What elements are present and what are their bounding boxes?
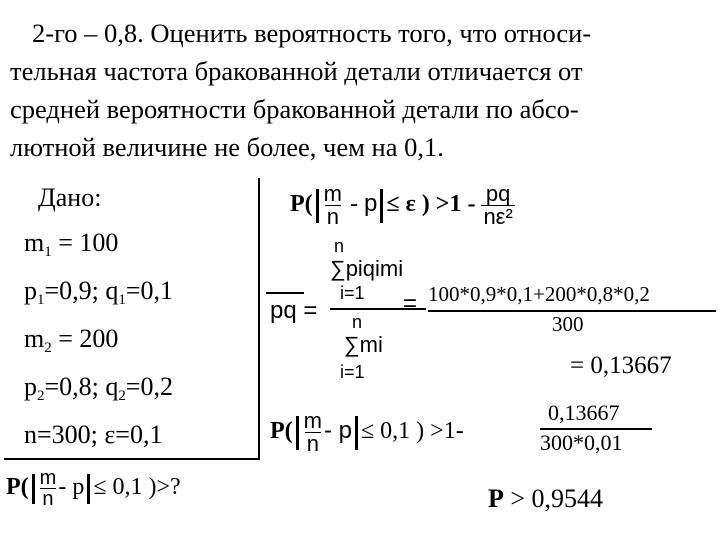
p2-sub: 2 — [37, 388, 45, 404]
formula3-num: 0,13667 — [548, 400, 620, 425]
question-P: P( — [6, 474, 29, 501]
formula3-den: 300*0,01 — [540, 430, 623, 455]
given-vertical-divider — [258, 178, 260, 460]
q2-sub: 2 — [118, 388, 126, 404]
sum-expression: piqimi — [345, 256, 404, 281]
formula1-pq-fraction: $\frac{pq}{\text{nε²}}$ — [483, 181, 513, 229]
formula1-P: P( — [290, 191, 313, 218]
p2-var: p — [24, 372, 37, 401]
den-upper-n: n — [352, 312, 363, 332]
given-m2 — [24, 324, 118, 357]
given-n-eps: n=300; ε=0,1 — [24, 420, 163, 449]
problem-text — [10, 14, 710, 166]
sum-numerator — [330, 256, 403, 282]
m2-var: m — [24, 324, 45, 353]
given-pq2 — [24, 372, 173, 405]
m1-sub: 1 — [44, 244, 52, 260]
given-horizontal-divider — [4, 458, 260, 460]
m1-var: m — [24, 228, 45, 257]
computed-numerator: 100*0,9*0,1+200*0,8*0,2 — [428, 282, 650, 306]
problem-line-3: средней вероятности бракованной детали по абсо- — [10, 94, 579, 124]
m2-value: = 200 — [51, 324, 119, 353]
formula3-rest: ≤ 0,1 ) >1- — [361, 418, 464, 445]
chebyshev-formula: P( $\frac{m}{n}$ - p ≤ ε ) >1 - $\frac{pq}{\text{nε²}}$ — [290, 181, 513, 229]
question-rest: ≤ 0,1 )>? — [93, 474, 181, 501]
formula1-fraction: $\frac{m}{n}$ — [323, 181, 342, 229]
problem-line-2: тельная частота бракованной детали отличается от — [10, 56, 583, 86]
question-fraction: $\frac{m}{n}$ — [39, 467, 57, 510]
pq-overline — [266, 292, 304, 294]
formula1-one: 1 — [449, 191, 462, 218]
p1-var: p — [24, 276, 37, 305]
answer-value: > 0,9544 — [510, 484, 604, 513]
given-m1 — [24, 228, 118, 261]
problem-line-4: лютной величине не более, чем на 0,1. — [10, 132, 444, 162]
q1-value: =0,1 — [125, 276, 174, 305]
formula3-minus-p: - p — [323, 417, 352, 445]
formula3-P: P( — [270, 418, 293, 445]
p1-value: =0,9; q — [44, 276, 119, 305]
problem-line-1: 2-го – 0,8. Оценить вероятность того, что относи- — [32, 18, 592, 48]
equals-sign: = — [403, 290, 418, 317]
formula1-p: p — [363, 190, 378, 218]
formula1-le-eps: ≤ ε ) > — [386, 191, 450, 218]
pq-result: = 0,13667 — [570, 352, 672, 379]
p2-value: =0,8; q — [44, 372, 119, 401]
given-pq1 — [24, 276, 173, 309]
formula3-fraction: $\frac{m}{n}$ — [303, 408, 322, 456]
sum-upper-n: n — [334, 236, 345, 256]
substituted-formula — [270, 410, 464, 455]
den-lower-index: i=1 — [340, 362, 365, 382]
question-minus-p: - p — [58, 474, 85, 501]
question — [6, 468, 181, 509]
pq-average: pq = — [270, 297, 318, 324]
given-title: Дано: — [38, 183, 102, 212]
q1-sub: 1 — [118, 292, 126, 308]
p1-sub: 1 — [37, 292, 45, 308]
answer-P: P — [488, 484, 504, 513]
answer — [488, 484, 603, 514]
m1-value: = 100 — [51, 228, 119, 257]
q2-value: =0,2 — [125, 372, 174, 401]
sigma-symbol: ∑ — [330, 256, 346, 281]
sum-lower-index: i=1 — [340, 283, 365, 303]
computed-denominator: 300 — [552, 312, 584, 336]
m2-sub: 2 — [44, 340, 52, 356]
den-sum: ∑mi — [344, 332, 383, 357]
